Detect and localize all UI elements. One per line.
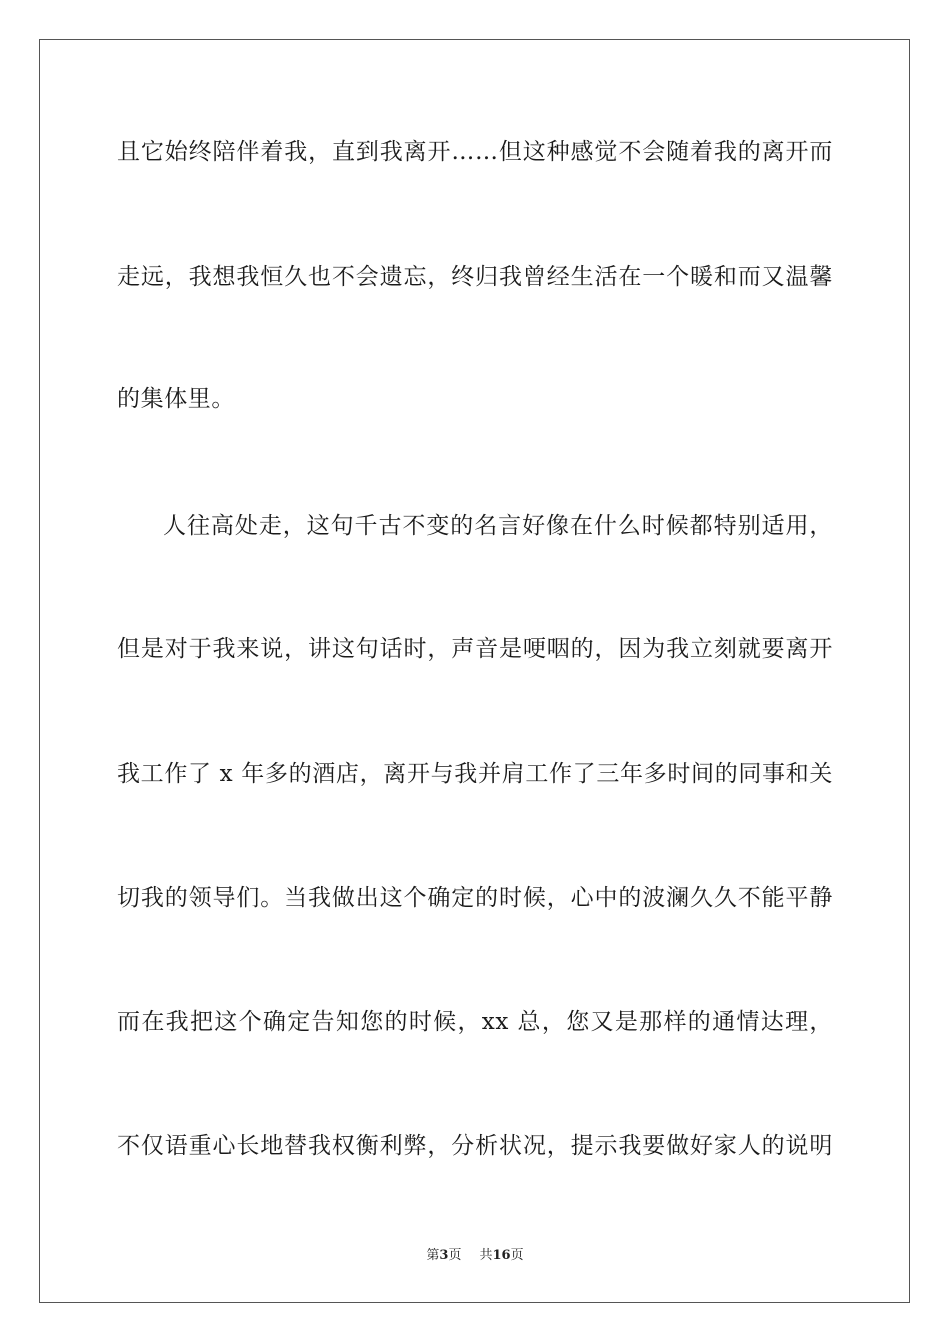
text-line: 我工作了 x 年多的酒店，离开与我并肩工作了三年多时间的同事和关: [117, 761, 833, 787]
text-line: 但是对于我来说，讲这句话时，声音是哽咽的，因为我立刻就要离开: [117, 636, 833, 662]
paragraph-first-line: 人往高处走，这句千古不变的名言好像在什么时候都特别适用，: [163, 513, 833, 539]
text-line: 切我的领导们。当我做出这个确定的时候，心中的波澜久久不能平静: [117, 885, 833, 911]
text-line: 且它始终陪伴着我，直到我离开……但这种感觉不会随着我的离开而: [117, 139, 833, 165]
page-frame: [39, 39, 910, 1303]
total-pages: 16: [492, 1248, 511, 1263]
total-suffix: 页: [510, 1248, 524, 1263]
text-line: 不仅语重心长地替我权衡利弊，分析状况，提示我要做好家人的说明: [117, 1133, 833, 1159]
page-footer: [0, 1247, 950, 1265]
page-number: 3: [439, 1248, 449, 1263]
text-line: 走远，我想我恒久也不会遗忘，终归我曾经生活在一个暖和而又温馨: [117, 264, 833, 290]
total-prefix: 共: [479, 1248, 493, 1263]
text-line: 的集体里。: [117, 386, 235, 412]
page-prefix: 第: [426, 1248, 440, 1263]
text-line: 而在我把这个确定告知您的时候，xx 总，您又是那样的通情达理，: [117, 1009, 833, 1035]
page-suffix: 页: [448, 1248, 462, 1263]
